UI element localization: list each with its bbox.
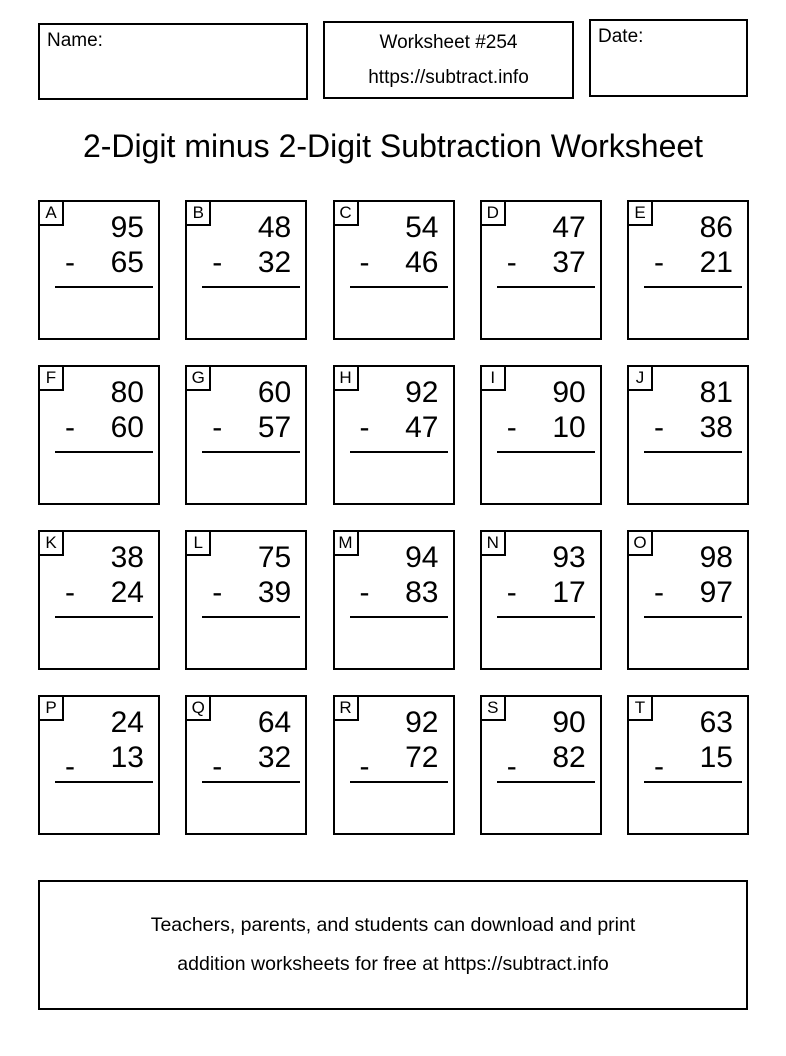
minuend: 94: [405, 541, 439, 574]
answer-space: [335, 288, 453, 338]
minuend: 38: [110, 541, 144, 574]
minuend: 93: [552, 541, 586, 574]
problem-cell: [333, 695, 455, 835]
worksheet-info-box: [323, 21, 574, 99]
worksheet-url: https://subtract.info: [368, 66, 529, 88]
minus-sign: -: [65, 411, 75, 444]
subtrahend: 83: [405, 576, 439, 609]
problem-cell: [185, 365, 307, 505]
answer-space: [482, 618, 600, 668]
answer-space: [335, 783, 453, 833]
problem-letter: I: [480, 365, 506, 391]
problem-cell: [333, 530, 455, 670]
problem-letter: R: [333, 695, 359, 721]
minus-sign: -: [212, 411, 223, 444]
date-label: Date:: [598, 26, 644, 47]
name-label: Name:: [47, 30, 103, 51]
problem-cell: [185, 695, 307, 835]
minuend: 24: [110, 706, 144, 739]
problem-cell: [38, 200, 160, 340]
subtrahend: 39: [257, 576, 292, 609]
answer-space: [629, 618, 747, 668]
problem-cell: [627, 695, 749, 835]
subtrahend: 72: [405, 741, 439, 774]
problem-letter: C: [333, 200, 359, 226]
problem-cell: [480, 695, 602, 835]
minus-sign: -: [359, 576, 370, 609]
subtrahend: 46: [405, 246, 439, 279]
subtrahend: 57: [257, 411, 292, 444]
answer-space: [482, 453, 600, 503]
answer-space: [40, 288, 158, 338]
answer-space: [40, 453, 158, 503]
subtrahend: 10: [552, 411, 586, 444]
problem-letter: N: [480, 530, 506, 556]
answer-space: [629, 453, 747, 503]
minus-sign: -: [506, 576, 517, 609]
problem-letter: G: [185, 365, 211, 391]
minuend: 92: [405, 706, 439, 739]
answer-space: [187, 288, 305, 338]
minuend: 54: [405, 211, 439, 244]
minuend: 81: [699, 376, 733, 409]
minuend: 90: [552, 706, 586, 739]
minus-sign: -: [212, 750, 223, 783]
problem-letter: F: [38, 365, 64, 391]
minuend: 90: [552, 376, 586, 409]
problem-letter: L: [185, 530, 211, 556]
minuend: 95: [110, 211, 144, 244]
subtrahend: 37: [552, 246, 586, 279]
minuend: 86: [699, 211, 733, 244]
problem-cell: [185, 530, 307, 670]
minus-sign: -: [65, 750, 75, 783]
minus-sign: -: [359, 750, 370, 783]
problem-letter: H: [333, 365, 359, 391]
minuend: 64: [257, 706, 292, 739]
minus-sign: -: [359, 246, 370, 279]
answer-space: [482, 288, 600, 338]
answer-space: [335, 453, 453, 503]
problem-cell: [38, 365, 160, 505]
problems-grid: [38, 200, 749, 835]
minus-sign: -: [506, 246, 517, 279]
minus-sign: -: [65, 246, 75, 279]
minus-sign: -: [654, 246, 664, 279]
date-box: [589, 19, 748, 97]
problem-cell: [38, 695, 160, 835]
answer-space: [629, 783, 747, 833]
minuend: 47: [552, 211, 586, 244]
problem-letter: A: [38, 200, 64, 226]
minus-sign: -: [359, 411, 370, 444]
problem-letter: D: [480, 200, 506, 226]
minus-sign: -: [654, 576, 664, 609]
subtrahend: 97: [699, 576, 733, 609]
minus-sign: -: [65, 576, 75, 609]
answer-space: [187, 453, 305, 503]
minus-sign: -: [212, 576, 223, 609]
answer-space: [40, 618, 158, 668]
footer-line-2: addition worksheets for free at https://subtract.info: [177, 953, 609, 975]
problem-cell: [480, 365, 602, 505]
problem-letter: E: [627, 200, 653, 226]
minuend: 63: [699, 706, 733, 739]
minus-sign: -: [654, 411, 664, 444]
subtrahend: 60: [110, 411, 144, 444]
problem-cell: [333, 365, 455, 505]
subtrahend: 24: [110, 576, 144, 609]
subtrahend: 47: [405, 411, 439, 444]
minus-sign: -: [654, 750, 664, 783]
problem-cell: [480, 530, 602, 670]
minus-sign: -: [506, 411, 517, 444]
minus-sign: -: [212, 246, 223, 279]
subtrahend: 82: [552, 741, 586, 774]
problem-letter: O: [627, 530, 653, 556]
minuend: 80: [110, 376, 144, 409]
subtrahend: 38: [699, 411, 733, 444]
problem-letter: K: [38, 530, 64, 556]
problem-cell: [333, 200, 455, 340]
problem-letter: B: [185, 200, 211, 226]
subtrahend: 15: [699, 741, 733, 774]
problem-cell: [627, 200, 749, 340]
answer-space: [482, 783, 600, 833]
minuend: 48: [257, 211, 292, 244]
subtrahend: 65: [110, 246, 144, 279]
problem-letter: T: [627, 695, 653, 721]
problem-cell: [38, 530, 160, 670]
problem-cell: [627, 530, 749, 670]
problem-letter: Q: [185, 695, 211, 721]
problem-letter: J: [627, 365, 653, 391]
answer-space: [40, 783, 158, 833]
problem-cell: [480, 200, 602, 340]
answer-space: [335, 618, 453, 668]
subtrahend: 32: [257, 741, 292, 774]
page-title: 2-Digit minus 2-Digit Subtraction Worksheet: [82, 128, 704, 164]
subtrahend: 21: [699, 246, 733, 279]
problem-letter: S: [480, 695, 506, 721]
problem-letter: P: [38, 695, 64, 721]
problem-cell: [627, 365, 749, 505]
minuend: 92: [405, 376, 439, 409]
problem-letter: M: [333, 530, 359, 556]
minuend: 60: [257, 376, 292, 409]
footer-box: [38, 880, 748, 1010]
subtrahend: 17: [552, 576, 586, 609]
minuend: 98: [699, 541, 733, 574]
footer-line-1: Teachers, parents, and students can download and print: [150, 914, 636, 936]
answer-space: [187, 783, 305, 833]
subtrahend: 13: [110, 741, 144, 774]
subtrahend: 32: [257, 246, 292, 279]
name-box: [38, 23, 308, 100]
worksheet-number: Worksheet #254: [379, 31, 518, 53]
minuend: 75: [257, 541, 292, 574]
answer-space: [187, 618, 305, 668]
problem-cell: [185, 200, 307, 340]
minus-sign: -: [506, 750, 517, 783]
answer-space: [629, 288, 747, 338]
